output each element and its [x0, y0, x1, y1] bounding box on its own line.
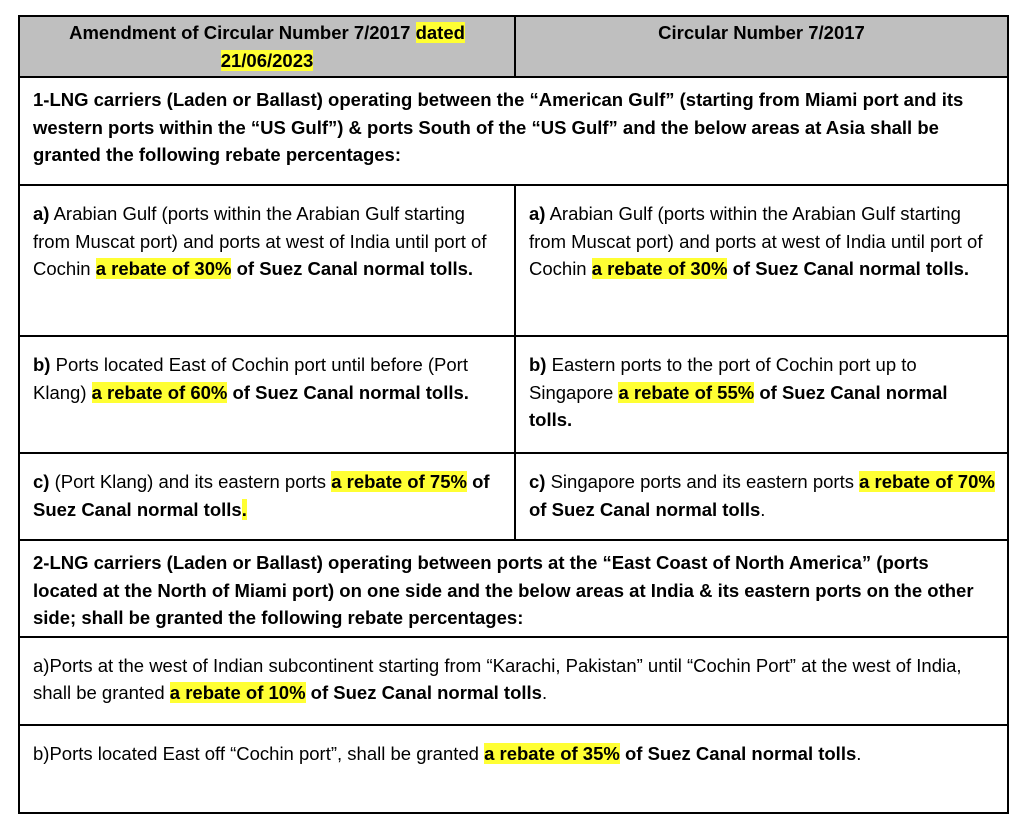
section2-row — [19, 540, 1008, 637]
clause-period: . — [760, 498, 766, 520]
circular-comparison-table — [18, 15, 1009, 814]
clause-suffix: of Suez Canal normal tolls — [305, 682, 542, 703]
rebate-highlight: a rebate of 35% — [484, 742, 620, 764]
section2-heading: 2-LNG carriers (Laden or Ballast) operating between ports at the “East Coast of North America” (ports located at the North of Miami port) on one side and the below areas at India & its eastern ports on the other side; shall be granted the following rebate percentages: — [19, 540, 1008, 637]
clause-suffix: of Suez Canal normal tolls — [33, 471, 490, 520]
section1-row — [19, 77, 1008, 185]
section1-heading: 1-LNG carriers (Laden or Ballast) operating between the “American Gulf” (starting from Miami port and its western ports within the “US Gulf”) & ports South of the “US Gulf” and the below areas at Asia shall be granted the following rebate percentages: — [19, 77, 1008, 185]
header-original: Circular Number 7/2017 — [515, 16, 1008, 77]
section2-row-a — [19, 637, 1008, 725]
clause-text: Eastern ports to the port of Cochin port up to Singapore — [529, 354, 917, 403]
clause-text: Singapore ports and its eastern ports — [545, 471, 860, 492]
clause-period: . — [541, 682, 548, 703]
clause-letter: b) — [529, 354, 547, 375]
clause-letter: c) — [33, 471, 50, 492]
rebate-highlight: a rebate of 30% — [591, 258, 728, 279]
section2-clause-a — [19, 637, 1008, 725]
clause-letter: c) — [529, 471, 546, 492]
rebate-highlight: a rebate of 70% — [859, 471, 995, 492]
amended-clause-a — [19, 185, 515, 336]
clause-letter: a) — [529, 203, 546, 224]
rebate-highlight: a rebate of 75% — [331, 471, 467, 492]
clause-suffix: of Suez Canal normal tolls. — [227, 381, 469, 403]
clause-text: (Port Klang) and its eastern ports — [49, 471, 332, 492]
rebate-highlight: a rebate of 55% — [618, 381, 755, 403]
clause-suffix: of Suez Canal normal tolls. — [727, 258, 970, 279]
section1-row-b — [19, 336, 1008, 453]
rebate-highlight: a rebate of 10% — [169, 682, 306, 703]
section1-row-a — [19, 185, 1008, 336]
original-clause-a — [515, 185, 1008, 336]
clause-suffix: of Suez Canal normal tolls — [619, 742, 857, 764]
header-dated-highlight: dated — [415, 22, 465, 43]
clause-text: a)Ports at the west of Indian subcontinent starting from “Karachi, Pakistan” until “Cochin Port” at the west of India, shall be granted — [33, 654, 962, 703]
original-clause-b — [515, 336, 1008, 453]
clause-text: Arabian Gulf (ports within the Arabian Gulf starting from Muscat port) and ports at west of India until port of Cochin — [33, 203, 487, 279]
rebate-highlight: a rebate of 30% — [95, 258, 232, 279]
original-clause-c — [515, 453, 1008, 540]
clause-suffix: of Suez Canal normal tolls — [529, 498, 761, 520]
clause-period-highlight: . — [241, 498, 247, 520]
amended-clause-c — [19, 453, 515, 540]
header-date-highlight: 21/06/2023 — [220, 49, 314, 71]
rebate-highlight: a rebate of 60% — [91, 381, 228, 403]
clause-letter: b) — [33, 354, 51, 375]
clause-suffix: of Suez Canal normal tolls. — [529, 381, 948, 430]
header-row — [19, 16, 1008, 77]
clause-letter: a) — [33, 203, 50, 224]
section2-row-b — [19, 725, 1008, 813]
header-amendment — [19, 16, 515, 77]
clause-suffix: of Suez Canal normal tolls. — [231, 258, 474, 279]
header-amendment-prefix: Amendment of Circular Number 7/2017 — [69, 22, 416, 43]
section1-row-c — [19, 453, 1008, 540]
clause-text: b)Ports located East off “Cochin port”, shall be granted — [33, 742, 485, 764]
clause-text: Ports located East of Cochin port until before (Port Klang) — [33, 354, 468, 403]
amended-clause-b — [19, 336, 515, 453]
clause-period: . — [856, 742, 862, 764]
section2-clause-b — [19, 725, 1008, 813]
clause-text: Arabian Gulf (ports within the Arabian Gulf starting from Muscat port) and ports at west of India until port of Cochin — [529, 203, 983, 279]
